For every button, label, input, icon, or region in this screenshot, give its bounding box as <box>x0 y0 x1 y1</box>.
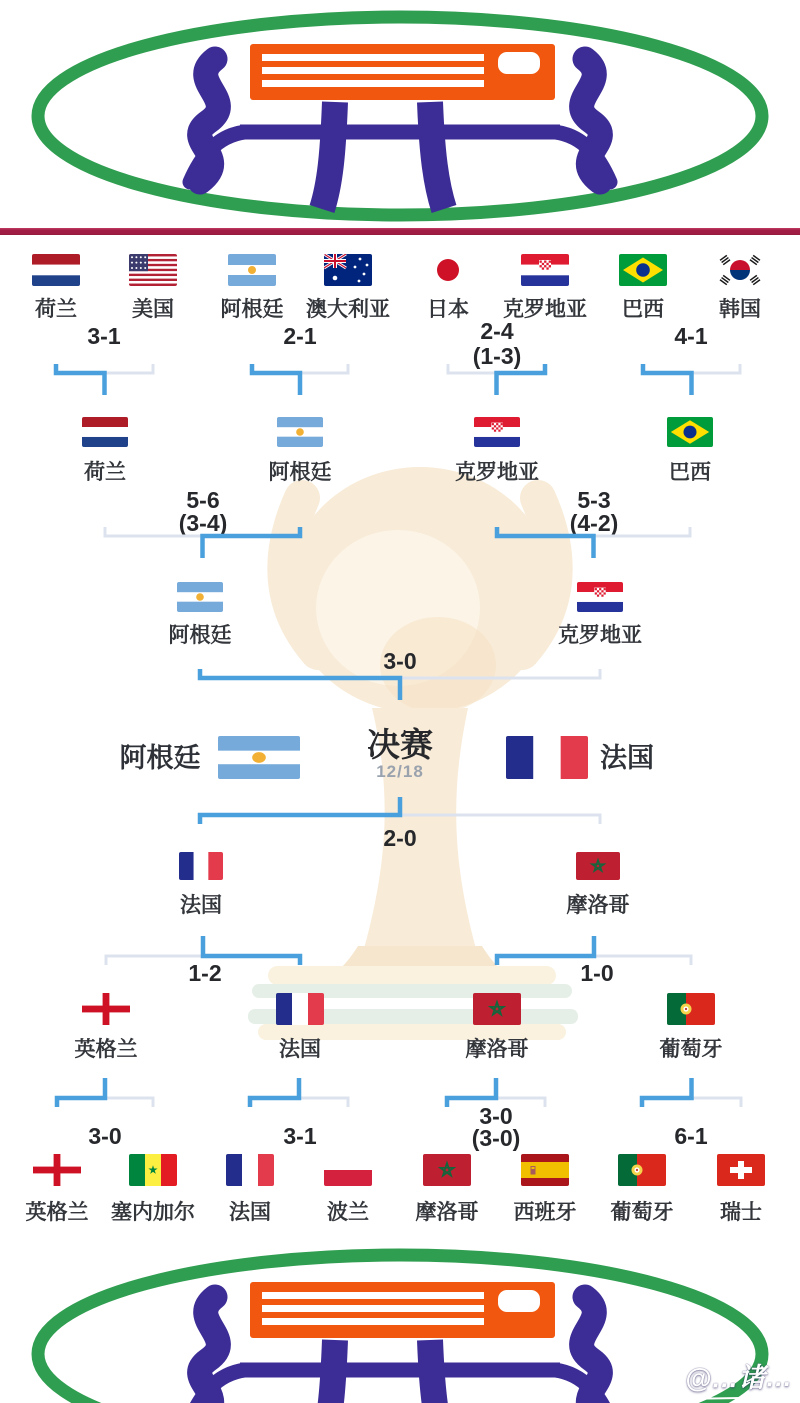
match-score: (1-3) <box>472 343 522 369</box>
team-france <box>126 852 276 919</box>
final-team-name: 阿根廷 <box>119 743 201 773</box>
final-team-name: 法国 <box>600 743 654 773</box>
team-morocco <box>523 852 673 919</box>
bracket-connector <box>639 361 744 398</box>
match-score: 6-1 <box>674 1123 708 1149</box>
team-name: 澳大利亚 <box>306 298 390 321</box>
match-score: 3-0 <box>383 648 417 674</box>
watermark: @…诸… <box>678 1355 798 1400</box>
match-score: 3-0 <box>88 1123 122 1149</box>
flag-england-icon <box>33 1154 81 1186</box>
flag-poland-icon <box>324 1154 372 1186</box>
team-croatia <box>525 582 675 649</box>
team-name: 波兰 <box>327 1201 369 1224</box>
bracket-connector <box>248 361 352 398</box>
flag-usa-icon <box>129 254 177 286</box>
match-score: 4-1 <box>674 323 708 349</box>
team-switzerland <box>666 1154 800 1226</box>
team-name: 巴西 <box>669 461 711 484</box>
match-score: 3-0 <box>479 1103 513 1129</box>
final-date: 12/18 <box>376 762 424 781</box>
match-score: 2-4 <box>480 318 514 344</box>
flag-england-icon <box>82 993 130 1025</box>
flag-australia-icon <box>324 254 372 286</box>
bracket-connector <box>102 933 304 968</box>
team-name: 克罗地亚 <box>503 298 587 321</box>
flag-portugal-icon <box>667 993 715 1025</box>
match-score: 3-1 <box>283 1123 317 1149</box>
flag-argentina-icon <box>228 254 276 286</box>
team-name: 荷兰 <box>35 298 77 321</box>
flag-brazil-icon <box>667 417 713 447</box>
team-south-korea <box>665 254 800 323</box>
flag-morocco-icon <box>423 1154 471 1186</box>
flag-france-icon <box>226 1154 274 1186</box>
team-argentina <box>125 582 275 649</box>
flag-croatia-icon <box>474 417 520 447</box>
bracket-connector <box>493 524 694 561</box>
team-brazil <box>615 417 765 486</box>
bracket-connector <box>196 666 604 703</box>
team-name: 荷兰 <box>84 461 126 484</box>
flag-portugal-icon <box>618 1154 666 1186</box>
bracket-connector <box>196 794 604 827</box>
team-name: 克罗地亚 <box>558 624 642 647</box>
flag-senegal-icon <box>129 1154 177 1186</box>
team-name: 法国 <box>180 894 222 917</box>
divider-bar <box>0 228 800 235</box>
team-name: 法国 <box>279 1038 321 1061</box>
team-name: 塞内加尔 <box>111 1201 195 1224</box>
team-name: 法国 <box>229 1201 271 1224</box>
team-name: 阿根廷 <box>220 298 284 321</box>
match-score: 1-0 <box>580 960 614 986</box>
flag-morocco-icon <box>473 993 521 1025</box>
match-score: 2-1 <box>283 323 317 349</box>
flag-argentina-icon <box>218 736 300 779</box>
flag-france-icon <box>276 993 324 1025</box>
team-france <box>225 993 375 1063</box>
match-score: 1-2 <box>188 960 222 986</box>
match-score: 5-6 <box>186 487 220 513</box>
flag-argentina-icon <box>177 582 223 612</box>
bracket-connector <box>493 933 695 968</box>
flag-netherlands-icon <box>82 417 128 447</box>
match-score: 3-1 <box>87 323 121 349</box>
flag-japan-icon <box>424 254 472 286</box>
bracket-connector <box>52 361 157 398</box>
bracket-connector <box>53 1075 157 1110</box>
team-netherlands <box>30 417 180 486</box>
team-name: 韩国 <box>719 298 761 321</box>
team-name: 阿根廷 <box>168 624 232 647</box>
team-name: 阿根廷 <box>268 461 332 484</box>
flag-argentina-icon <box>277 417 323 447</box>
flag-france-icon <box>506 736 588 779</box>
team-name: 日本 <box>427 298 469 321</box>
team-name: 摩洛哥 <box>566 894 630 917</box>
team-name: 葡萄牙 <box>610 1201 674 1224</box>
flag-spain-icon <box>521 1154 569 1186</box>
trophy-base-band <box>268 966 556 985</box>
team-name: 美国 <box>132 298 174 321</box>
bracket-connector <box>101 524 304 561</box>
match-score: (3-0) <box>471 1125 521 1151</box>
flag-morocco-icon <box>576 852 620 880</box>
team-name: 摩洛哥 <box>465 1038 529 1061</box>
team-portugal <box>616 993 766 1063</box>
flag-netherlands-icon <box>32 254 80 286</box>
match-score: 2-0 <box>383 825 417 851</box>
team-name: 摩洛哥 <box>415 1201 479 1224</box>
flag-south-korea-icon <box>716 254 764 286</box>
team-croatia <box>422 417 572 486</box>
flag-brazil-icon <box>619 254 667 286</box>
team-name: 巴西 <box>622 298 664 321</box>
team-argentina <box>225 417 375 486</box>
flag-france-icon <box>179 852 223 880</box>
match-score: (4-2) <box>569 510 619 536</box>
team-morocco <box>422 993 572 1063</box>
flag-croatia-icon <box>577 582 623 612</box>
match-score: (3-4) <box>178 510 228 536</box>
flag-switzerland-icon <box>717 1154 765 1186</box>
team-name: 西班牙 <box>513 1201 577 1224</box>
team-name: 葡萄牙 <box>659 1038 723 1061</box>
bracket-connector <box>443 1075 549 1110</box>
flag-croatia-icon <box>521 254 569 286</box>
team-name: 英格兰 <box>25 1201 89 1224</box>
match-score: 5-3 <box>577 487 611 513</box>
bracket-connector <box>246 1075 352 1110</box>
final-title: 决赛 <box>367 726 433 763</box>
team-name: 瑞士 <box>720 1201 762 1224</box>
site-logo <box>0 4 800 233</box>
team-england <box>31 993 181 1063</box>
team-name: 克罗地亚 <box>455 461 539 484</box>
bracket-connector <box>638 1075 745 1110</box>
team-name: 英格兰 <box>74 1038 138 1061</box>
bracket-connector <box>444 361 549 398</box>
